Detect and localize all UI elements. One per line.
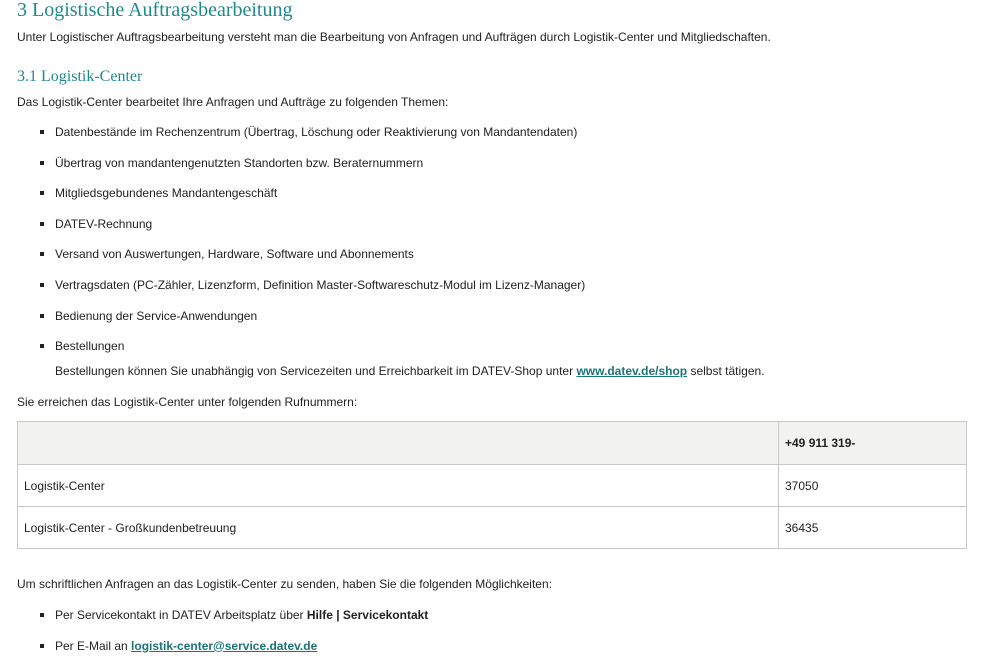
list-item: Per E-Mail an logistik-center@service.datev.de: [37, 639, 428, 669]
phone-intro: Sie erreichen das Logistik-Center unter folgenden Rufnummern:: [17, 395, 358, 409]
list-item: Bestellungen: [37, 339, 585, 370]
table-header-cell: +49 911 319-: [779, 422, 967, 465]
bullet-icon: [40, 252, 44, 256]
list-item: Datenbestände im Rechenzentrum (Übertrag, Löschung oder Reaktivierung von Mandantendaten): [37, 125, 585, 156]
table-header-row: [18, 422, 967, 465]
table-row: [18, 465, 967, 507]
table-header-cell: [18, 422, 779, 465]
email-link[interactable]: logistik-center@service.datev.de: [131, 638, 318, 653]
list-item: Versand von Auswertungen, Hardware, Software und Abonnements: [37, 247, 585, 278]
bullet-icon: [40, 283, 44, 287]
list-item: Per Servicekontakt in DATEV Arbeitsplatz über Hilfe | Servicekontakt: [37, 608, 428, 639]
list-item: Übertrag von mandantengenutzten Standorten bzw. Beraternummern: [37, 156, 585, 187]
shop-link[interactable]: www.datev.de/shop: [576, 364, 688, 378]
chapter-title: 3 Logistische Auftragsbearbeitung: [17, 0, 293, 21]
list-item: Mitgliedsgebundenes Mandantengeschäft: [37, 186, 585, 217]
topic-list: [37, 125, 585, 370]
list-item: Bedienung der Service-Anwendungen: [37, 309, 585, 340]
menu-path: Hilfe | Servicekontakt: [306, 608, 429, 622]
table-cell: Logistik-Center - Großkundenbetreuung: [18, 507, 779, 549]
written-requests-intro: Um schriftlichen Anfragen an das Logistik-Center zu senden, haben Sie die folgenden Möglichkeiten:: [17, 577, 552, 591]
phone-table: [17, 421, 967, 549]
table-cell: Logistik-Center: [18, 465, 779, 507]
table-cell: 36435: [779, 507, 967, 549]
bullet-icon: [40, 222, 44, 226]
bullet-icon: [40, 191, 44, 195]
section-title: 3.1 Logistik-Center: [17, 68, 143, 85]
table-cell: 37050: [779, 465, 967, 507]
order-note: Bestellungen können Sie unabhängig von Servicezeiten und Erreichbarkeit im DATEV-Shop unter www.datev.de/shop selbst tätigen.: [55, 364, 765, 378]
bullet-icon: [40, 344, 44, 348]
table-row: [18, 507, 967, 549]
section-intro: Das Logistik-Center bearbeitet Ihre Anfragen und Aufträge zu folgenden Themen:: [17, 95, 449, 109]
bullet-icon: [40, 161, 44, 165]
chapter-intro: Unter Logistischer Auftragsbearbeitung versteht man die Bearbeitung von Anfragen und Aufträgen durch Logistik-Center und Mitgliedschaften.: [17, 30, 771, 44]
bullet-icon: [40, 613, 44, 617]
bullet-icon: [40, 314, 44, 318]
bullet-icon: [40, 644, 44, 648]
list-item: DATEV-Rechnung: [37, 217, 585, 248]
list-item: Vertragsdaten (PC-Zähler, Lizenzform, Definition Master-Softwareschutz-Modul im Lizenz-Manager): [37, 278, 585, 309]
bullet-icon: [40, 130, 44, 134]
contact-list: [37, 608, 428, 669]
